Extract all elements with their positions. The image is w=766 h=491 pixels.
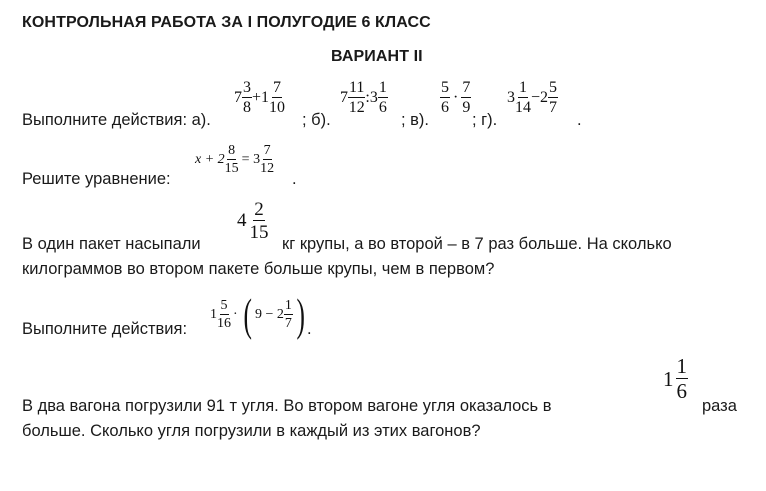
numerator: 5 xyxy=(220,298,228,313)
fraction xyxy=(461,80,471,116)
whole-number: 1 xyxy=(210,307,217,322)
denominator: 9 xyxy=(462,99,471,116)
operator: +1 xyxy=(252,89,270,106)
fraction xyxy=(242,80,252,116)
fraction xyxy=(217,299,231,331)
task1-expr-d xyxy=(507,80,558,116)
task1-label-c: ; в). xyxy=(401,111,430,129)
variant-heading: ВАРИАНТ II xyxy=(331,48,423,65)
numerator: 5 xyxy=(549,79,558,96)
denominator: 14 xyxy=(515,99,531,116)
left-paren-icon: ( xyxy=(243,289,252,340)
task3-line1-end: кг крупы, а во второй – в 7 раз больше. На сколько xyxy=(282,235,672,253)
right-paren-icon: ) xyxy=(296,289,305,340)
task4-expression xyxy=(210,289,308,340)
denominator: 6 xyxy=(441,99,449,116)
fraction xyxy=(225,144,239,176)
task1-expr-a xyxy=(234,80,285,116)
task4-lead: Выполните действия: xyxy=(22,320,188,338)
denominator: 16 xyxy=(217,316,231,331)
fraction xyxy=(676,356,689,402)
numerator: 8 xyxy=(228,143,236,158)
task1-lead: Выполните действия: а). xyxy=(22,111,211,129)
task1-expr-c xyxy=(440,80,471,116)
task5-line1-start: В два вагона погрузили 91 т угля. Во втором вагоне угля оказалось в xyxy=(22,397,552,415)
task2-equation xyxy=(195,144,274,176)
denominator: 7 xyxy=(284,316,292,331)
fraction xyxy=(284,299,293,331)
inner-expression: 9 − 2 xyxy=(255,307,284,322)
task3-line1-start: В один пакет насыпали xyxy=(22,235,201,253)
operator: · xyxy=(233,307,238,322)
denominator: 6 xyxy=(378,99,387,116)
whole-number: 3 xyxy=(507,89,515,106)
denominator: 12 xyxy=(348,99,365,116)
task2-lead: Решите уравнение: xyxy=(22,170,171,188)
task5-mixed-number xyxy=(663,356,688,402)
fraction xyxy=(440,80,450,116)
fraction xyxy=(250,200,269,242)
equation-left: x + 2 xyxy=(195,152,225,167)
denominator: 12 xyxy=(260,161,275,176)
fraction xyxy=(269,80,285,116)
denominator: 15 xyxy=(224,161,239,176)
denominator: 10 xyxy=(269,99,286,116)
document-title: КОНТРОЛЬНАЯ РАБОТА ЗА I ПОЛУГОДИЕ 6 КЛАСС xyxy=(22,14,431,31)
task1-expr-b xyxy=(340,80,388,116)
denominator: 7 xyxy=(549,99,558,116)
numerator: 11 xyxy=(349,79,365,96)
whole-number: 7 xyxy=(234,89,242,106)
numerator: 1 xyxy=(284,298,292,313)
numerator: 3 xyxy=(243,79,251,96)
whole-number: 4 xyxy=(237,210,247,231)
numerator: 1 xyxy=(378,79,387,96)
task1-label-d: ; г). xyxy=(472,111,498,129)
operator: −2 xyxy=(531,89,549,106)
denominator: 8 xyxy=(243,99,251,116)
fraction xyxy=(378,80,388,116)
numerator: 5 xyxy=(441,79,449,96)
fraction xyxy=(515,80,531,116)
numerator: 7 xyxy=(462,79,471,96)
denominator: 15 xyxy=(249,222,269,243)
numerator: 7 xyxy=(273,79,282,96)
equation-middle: = 3 xyxy=(241,152,261,167)
operator: :3 xyxy=(365,89,378,106)
whole-number: 1 xyxy=(663,366,674,391)
fraction xyxy=(260,144,274,176)
task1-label-b: ; б). xyxy=(302,111,331,129)
task1-end: . xyxy=(577,111,582,129)
task4-end: . xyxy=(307,320,312,338)
whole-number: 7 xyxy=(340,89,348,106)
numerator: 1 xyxy=(519,79,527,96)
task5-line2: больше. Сколько угля погрузили в каждый из этих вагонов? xyxy=(22,422,481,440)
numerator: 2 xyxy=(254,199,264,220)
operator: · xyxy=(453,89,459,106)
fraction xyxy=(348,80,365,116)
fraction xyxy=(548,80,558,116)
task5-line1-end: раза xyxy=(702,397,737,415)
denominator: 6 xyxy=(676,379,687,403)
task3-line2: килограммов во втором пакете больше крупы, чем в первом? xyxy=(22,260,495,278)
numerator: 7 xyxy=(263,143,271,158)
numerator: 1 xyxy=(676,354,687,378)
task3-mixed-number xyxy=(237,200,269,242)
task2-end: . xyxy=(292,170,297,188)
